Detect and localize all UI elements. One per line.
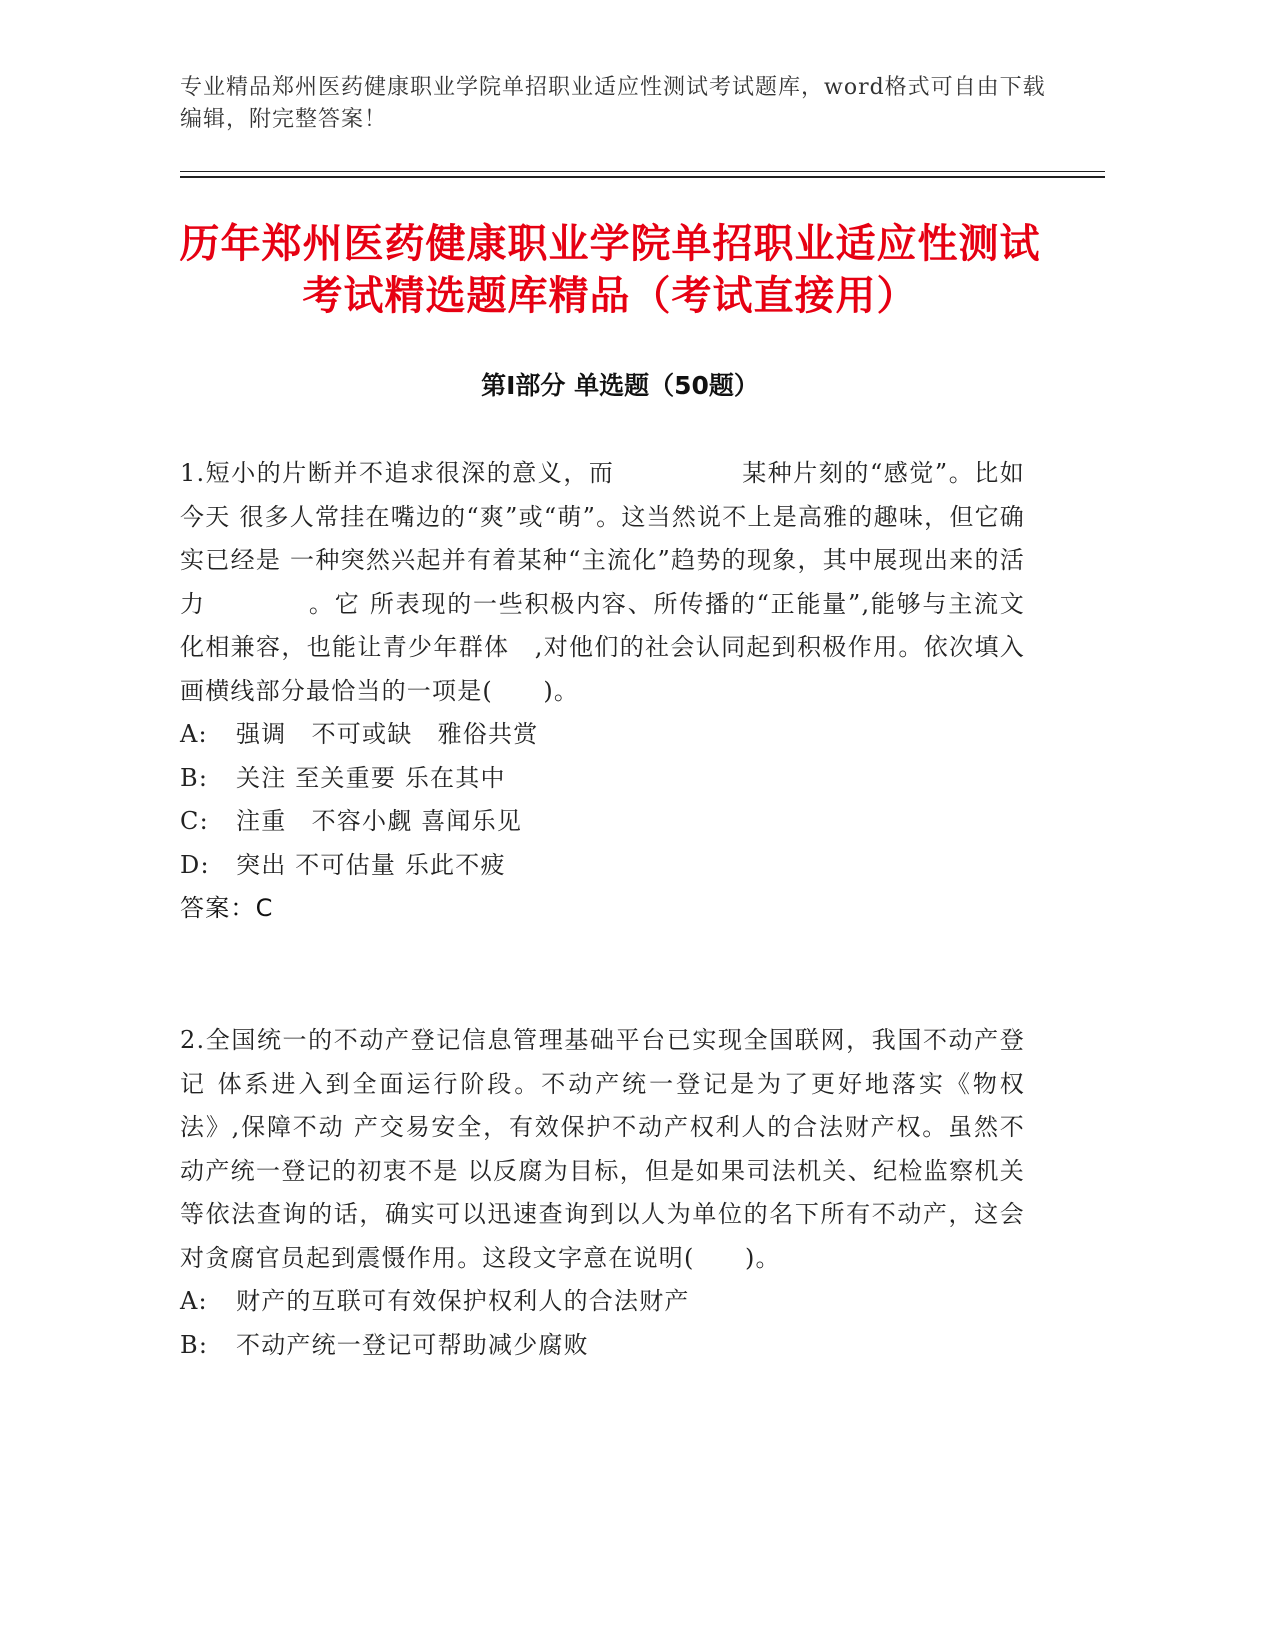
option-d <box>180 844 1025 888</box>
header-divider-thin <box>180 171 1105 172</box>
question-1 <box>180 452 1025 931</box>
question-text: 2.全国统一的不动产登记信息管理基础平台已实现全国联网，我国不动产登记 体系进入到全面运行阶段。不动产统一登记是为了更好地落实《物权法》,保障不动 产交易安全，有效保护不动产权利人的合法财产权。虽然不动产统一登记的初衷不是 以反腐为目标，但是如果司法机关、纪检监察机关等依法查询的话，确实可以迅速查询到以人为单位的名下所有不动产，这会对贪腐官员起到震慑作用。这段文字意在说明( )。 <box>180 1026 1025 1272</box>
option-key: B: <box>180 1330 209 1359</box>
document-title: 历年郑州医药健康职业学院单招职业适应性测试考试精选题库精品（考试直接用） <box>179 221 1041 319</box>
option-key: A: <box>180 1287 208 1315</box>
header-divider-thick <box>180 176 1105 178</box>
option-text: 财产的互联可有效保护权利人的合法财产 <box>236 1287 690 1315</box>
option-text: 强调 不可或缺 雅俗共赏 <box>236 720 539 748</box>
option-text: 不动产统一登记可帮助减少腐败 <box>236 1330 589 1359</box>
option-b <box>180 757 1025 801</box>
section-title: 第Ⅰ部分 单选题（50题） <box>481 371 759 400</box>
option-b <box>180 1324 1025 1368</box>
option-text: 关注 至关重要 乐在其中 <box>236 763 506 792</box>
header-note: 专业精品郑州医药健康职业学院单招职业适应性测试考试题库，word格式可自由下载编辑，附完整答案！ <box>180 75 1046 132</box>
option-key: B: <box>180 763 209 792</box>
option-text: 注重 不容小觑 喜闻乐见 <box>236 807 523 835</box>
option-key: A: <box>180 720 208 748</box>
option-c <box>180 800 1025 844</box>
question-text: 1.短小的片断并不追求很深的意义，而 某种片刻的“感觉”。比如今天 很多人常挂在嘴边的“爽”或“萌”。这当然说不上是高雅的趣味，但它确实已经是 一种突然兴起并有着某种“主流化”趋势的现象，其中展现出来的活力 。它 所表现的一些积极内容、所传播的“正能量”,能够与主流文化相兼容，也能让青少年群体 ,对他们的社会认同起到积极作用。依次填入画横线部分最恰当的一项是( )。 <box>180 459 1025 705</box>
answer-line: 答案：C <box>180 894 274 922</box>
question-2 <box>180 1019 1025 1367</box>
option-key: C: <box>180 807 209 835</box>
option-a <box>180 1280 1025 1324</box>
option-text: 突出 不可估量 乐此不疲 <box>236 850 506 879</box>
option-key: D: <box>180 850 210 879</box>
option-a <box>180 713 1025 757</box>
